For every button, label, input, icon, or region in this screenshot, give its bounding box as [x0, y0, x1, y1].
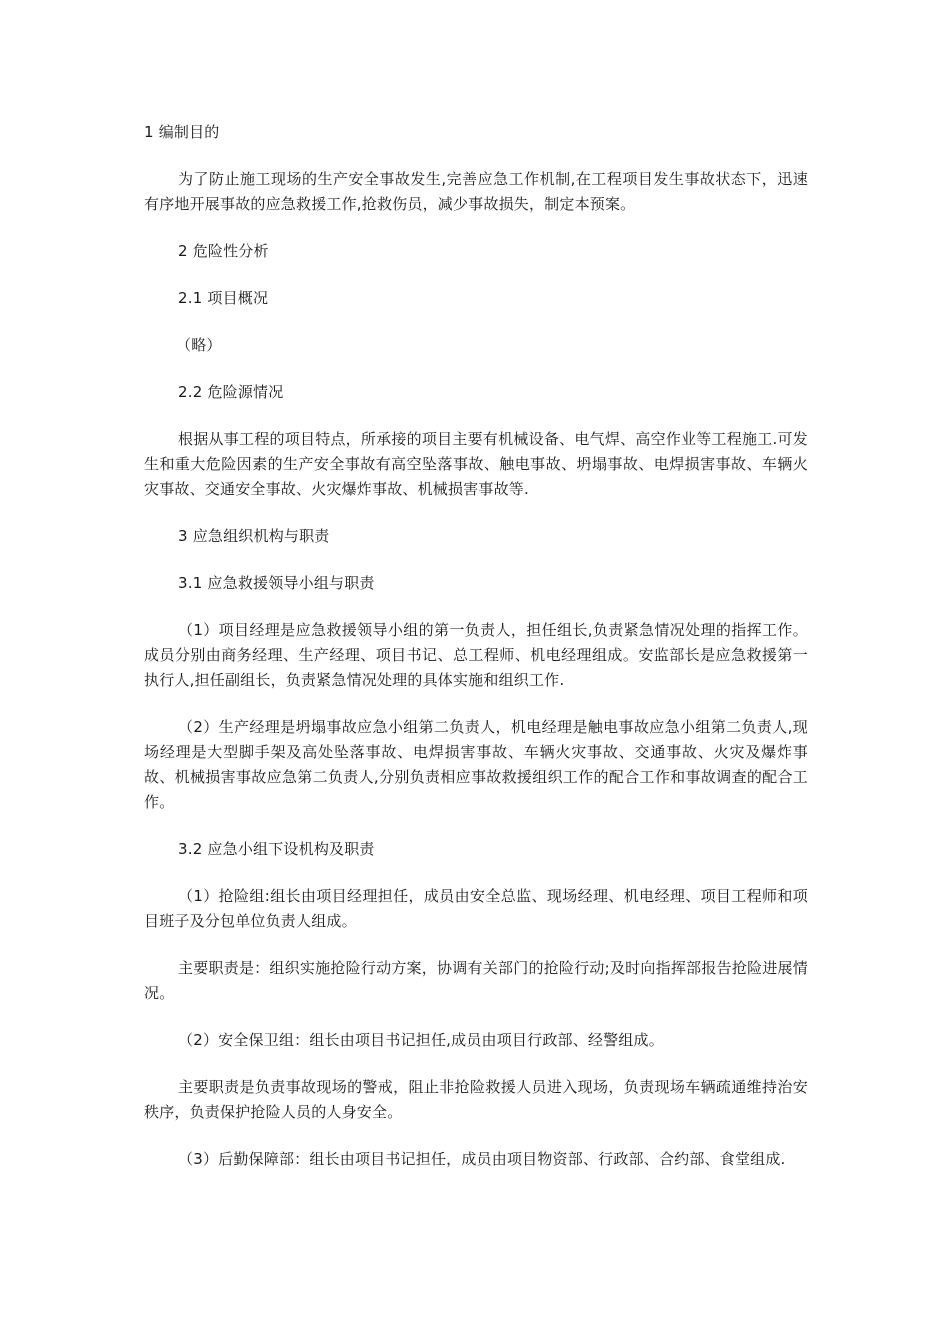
section-heading-3: 3 应急组织机构与职责	[178, 527, 330, 545]
subsection-heading-3-2: 3.2 应急小组下设机构及职责	[178, 840, 375, 858]
subsection-heading-2-1: 2.1 项目概况	[178, 289, 269, 307]
paragraph-rescue-duties: 主要职责是：组织实施抢险行动方案，协调有关部门的抢险行动;及时向指挥部报告抢险进展情况。	[144, 959, 808, 1002]
section-heading-2: 2 危险性分析	[178, 242, 269, 260]
subsection-heading-3-1: 3.1 应急救援领导小组与职责	[178, 574, 375, 592]
subsection-heading-2-2: 2.2 危险源情况	[178, 383, 284, 401]
paragraph-leader-duties-2: （2）生产经理是坍塌事故应急小组第二负责人，机电经理是触电事故应急小组第二负责人,现场经理是大型脚手架及高处坠落事故、电焊损害事故、车辆火灾事故、交通事故、火灾及爆炸事故、机械损害事故应急第二负责人,分别负责相应事故救援组织工作的配合工作和事故调查的配合工作。	[144, 718, 808, 811]
paragraph-hazards: 根据从事工程的项目特点，所承接的项目主要有机械设备、电气焊、高空作业等工程施工.可发生和重大危险因素的生产安全事故有高空坠落事故、触电事故、坍塌事故、电焊损害事故、车辆火灾事故、交通安全事故、火灾爆炸事故、机械损害事故等.	[144, 430, 808, 498]
document-page	[144, 120, 808, 1194]
paragraph-logistics-group: （3）后勤保障部：组长由项目书记担任，成员由项目物资部、行政部、合约部、食堂组成.	[178, 1150, 786, 1168]
paragraph-security-group: （2）安全保卫组：组长由项目书记担任,成员由项目行政部、经警组成。	[178, 1031, 664, 1049]
paragraph-purpose: 为了防止施工现场的生产安全事故发生,完善应急工作机制,在工程项目发生事故状态下，迅速有序地开展事故的应急救援工作,抢救伤员，减少事故损失，制定本预案。	[144, 170, 808, 213]
section-heading-1: 1 编制目的	[144, 123, 220, 141]
paragraph-omitted: （略）	[176, 336, 222, 354]
paragraph-rescue-group: （1）抢险组:组长由项目经理担任，成员由安全总监、现场经理、机电经理、项目工程师和项目班子及分包单位负责人组成。	[144, 887, 808, 930]
paragraph-leader-duties-1: （1）项目经理是应急救援领导小组的第一负责人，担任组长,负责紧急情况处理的指挥工作。成员分别由商务经理、生产经理、项目书记、总工程师、机电经理组成。安监部长是应急救援第一执行人,担任副组长，负责紧急情况处理的具体实施和组织工作.	[144, 621, 808, 689]
paragraph-security-duties: 主要职责是负责事故现场的警戒，阻止非抢险救援人员进入现场，负责现场车辆疏通维持治安秩序，负责保护抢险人员的人身安全。	[144, 1078, 808, 1121]
